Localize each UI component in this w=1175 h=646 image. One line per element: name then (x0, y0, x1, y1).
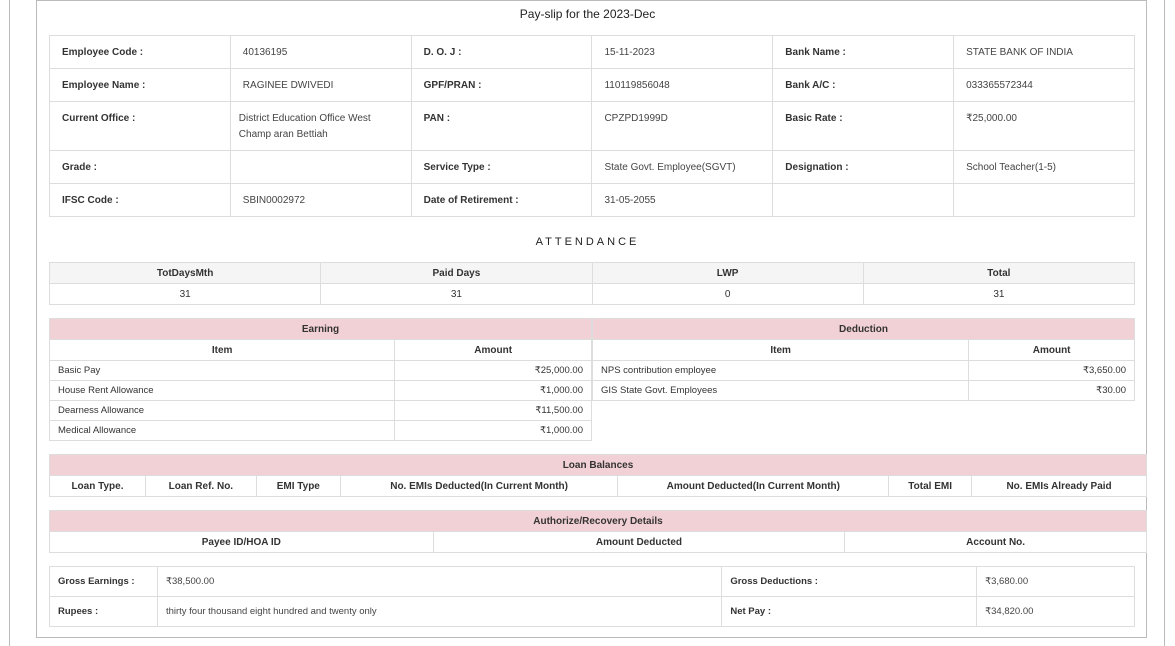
loan-ref-header: Loan Ref. No. (145, 476, 256, 497)
attendance-header-row (50, 263, 1135, 284)
bank-ac-value: 033365572344 (954, 69, 1135, 102)
attendance-header-paid-days: Paid Days (321, 263, 592, 284)
employee-name-label: Employee Name : (50, 69, 231, 102)
amount-deducted-header: Amount Deducted(In Current Month) (618, 476, 889, 497)
attendance-header-total: Total (863, 263, 1134, 284)
info-row (50, 102, 1135, 151)
total-emi-header: Total EMI (889, 476, 972, 497)
info-row (50, 184, 1135, 217)
deduction-item: GIS State Govt. Employees (593, 381, 969, 401)
bank-ac-label: Bank A/C : (773, 69, 954, 102)
earning-item: Basic Pay (50, 361, 395, 381)
earning-item-header: Item (50, 340, 395, 361)
rupees-label: Rupees : (50, 597, 158, 627)
earning-amount: ₹11,500.00 (395, 401, 592, 421)
attendance-header-totdays: TotDaysMth (50, 263, 321, 284)
attendance-totdays: 31 (50, 284, 321, 305)
outer-border-right (1164, 0, 1165, 646)
emis-deducted-header: No. EMIs Deducted(In Current Month) (340, 476, 618, 497)
service-type-label: Service Type : (411, 151, 592, 184)
deduction-item-header: Item (593, 340, 969, 361)
earning-amount-header: Amount (395, 340, 592, 361)
ifsc-value: SBIN0002972 (230, 184, 411, 217)
earning-table (49, 318, 592, 441)
gross-earnings-value: ₹38,500.00 (157, 567, 721, 597)
attendance-paid-days: 31 (321, 284, 592, 305)
attendance-total: 31 (863, 284, 1134, 305)
doj-label: D. O. J : (411, 36, 592, 69)
rupees-in-words: thirty four thousand eight hundred and twenty only (157, 597, 721, 627)
attendance-table (49, 262, 1135, 305)
attendance-value-row (50, 284, 1135, 305)
deduction-title: Deduction (593, 319, 1135, 340)
summary-row (50, 597, 1135, 627)
account-no-header: Account No. (845, 532, 1147, 553)
auth-title: Authorize/Recovery Details (50, 511, 1147, 532)
office-value: District Education Office West Champ aran Bettiah (230, 102, 411, 151)
attendance-header-lwp: LWP (592, 263, 863, 284)
employee-name-value: RAGINEE DWIVEDI (230, 69, 411, 102)
pan-value: CPZPD1999D (592, 102, 773, 151)
earning-item: Medical Allowance (50, 421, 395, 441)
bank-name-label: Bank Name : (773, 36, 954, 69)
deduction-amount: ₹30.00 (969, 381, 1135, 401)
loan-type-header: Loan Type. (50, 476, 146, 497)
grade-value (230, 151, 411, 184)
gross-earnings-label: Gross Earnings : (50, 567, 158, 597)
attendance-title: ATTENDANCE (535, 236, 640, 248)
loan-title: Loan Balances (50, 455, 1147, 476)
gpf-value: 110119856048 (592, 69, 773, 102)
attendance-lwp: 0 (592, 284, 863, 305)
basic-rate-value: ₹25,000.00 (954, 102, 1135, 151)
deduction-amount: ₹3,650.00 (969, 361, 1135, 381)
info-row (50, 151, 1135, 184)
auth-header-row (50, 532, 1147, 553)
gross-deductions-label: Gross Deductions : (722, 567, 977, 597)
gpf-label: GPF/PRAN : (411, 69, 592, 102)
table-row (593, 381, 1135, 401)
earning-amount: ₹1,000.00 (395, 421, 592, 441)
earning-amount: ₹1,000.00 (395, 381, 592, 401)
employee-info-table (49, 35, 1135, 217)
summary-table (49, 566, 1135, 627)
gross-deductions-value: ₹3,680.00 (977, 567, 1135, 597)
retirement-value: 31-05-2055 (592, 184, 773, 217)
designation-value: School Teacher(1-5) (954, 151, 1135, 184)
deduction-amount-header: Amount (969, 340, 1135, 361)
earning-amount: ₹25,000.00 (395, 361, 592, 381)
authorize-recovery-table (49, 510, 1147, 553)
earning-item: House Rent Allowance (50, 381, 395, 401)
loan-balances-table (49, 454, 1147, 497)
emi-type-header: EMI Type (256, 476, 340, 497)
office-label: Current Office : (50, 102, 231, 151)
deduction-table (592, 318, 1135, 401)
doj-value: 15-11-2023 (592, 36, 773, 69)
loan-header-row (50, 476, 1147, 497)
table-row (593, 361, 1135, 381)
service-type-value: State Govt. Employee(SGVT) (592, 151, 773, 184)
info-row (50, 36, 1135, 69)
table-row (50, 361, 592, 381)
earning-item: Dearness Allowance (50, 401, 395, 421)
retirement-label: Date of Retirement : (411, 184, 592, 217)
outer-border-left (9, 0, 10, 646)
employee-code-label: Employee Code : (50, 36, 231, 69)
pan-label: PAN : (411, 102, 592, 151)
bank-name-value: STATE BANK OF INDIA (954, 36, 1135, 69)
earning-title: Earning (50, 319, 592, 340)
ifsc-label: IFSC Code : (50, 184, 231, 217)
basic-rate-label: Basic Rate : (773, 102, 954, 151)
grade-label: Grade : (50, 151, 231, 184)
table-row (50, 381, 592, 401)
payee-id-header: Payee ID/HOA ID (50, 532, 434, 553)
table-row (50, 421, 592, 441)
info-row (50, 69, 1135, 102)
empty-cell (773, 184, 954, 217)
emis-paid-header: No. EMIs Already Paid (972, 476, 1147, 497)
employee-code-value: 40136195 (230, 36, 411, 69)
summary-row (50, 567, 1135, 597)
deduction-item: NPS contribution employee (593, 361, 969, 381)
empty-cell (954, 184, 1135, 217)
net-pay-label: Net Pay : (722, 597, 977, 627)
net-pay-value: ₹34,820.00 (977, 597, 1135, 627)
table-row (50, 401, 592, 421)
auth-amount-header: Amount Deducted (433, 532, 845, 553)
designation-label: Designation : (773, 151, 954, 184)
page-title: Pay-slip for the 2023-Dec (519, 7, 656, 21)
